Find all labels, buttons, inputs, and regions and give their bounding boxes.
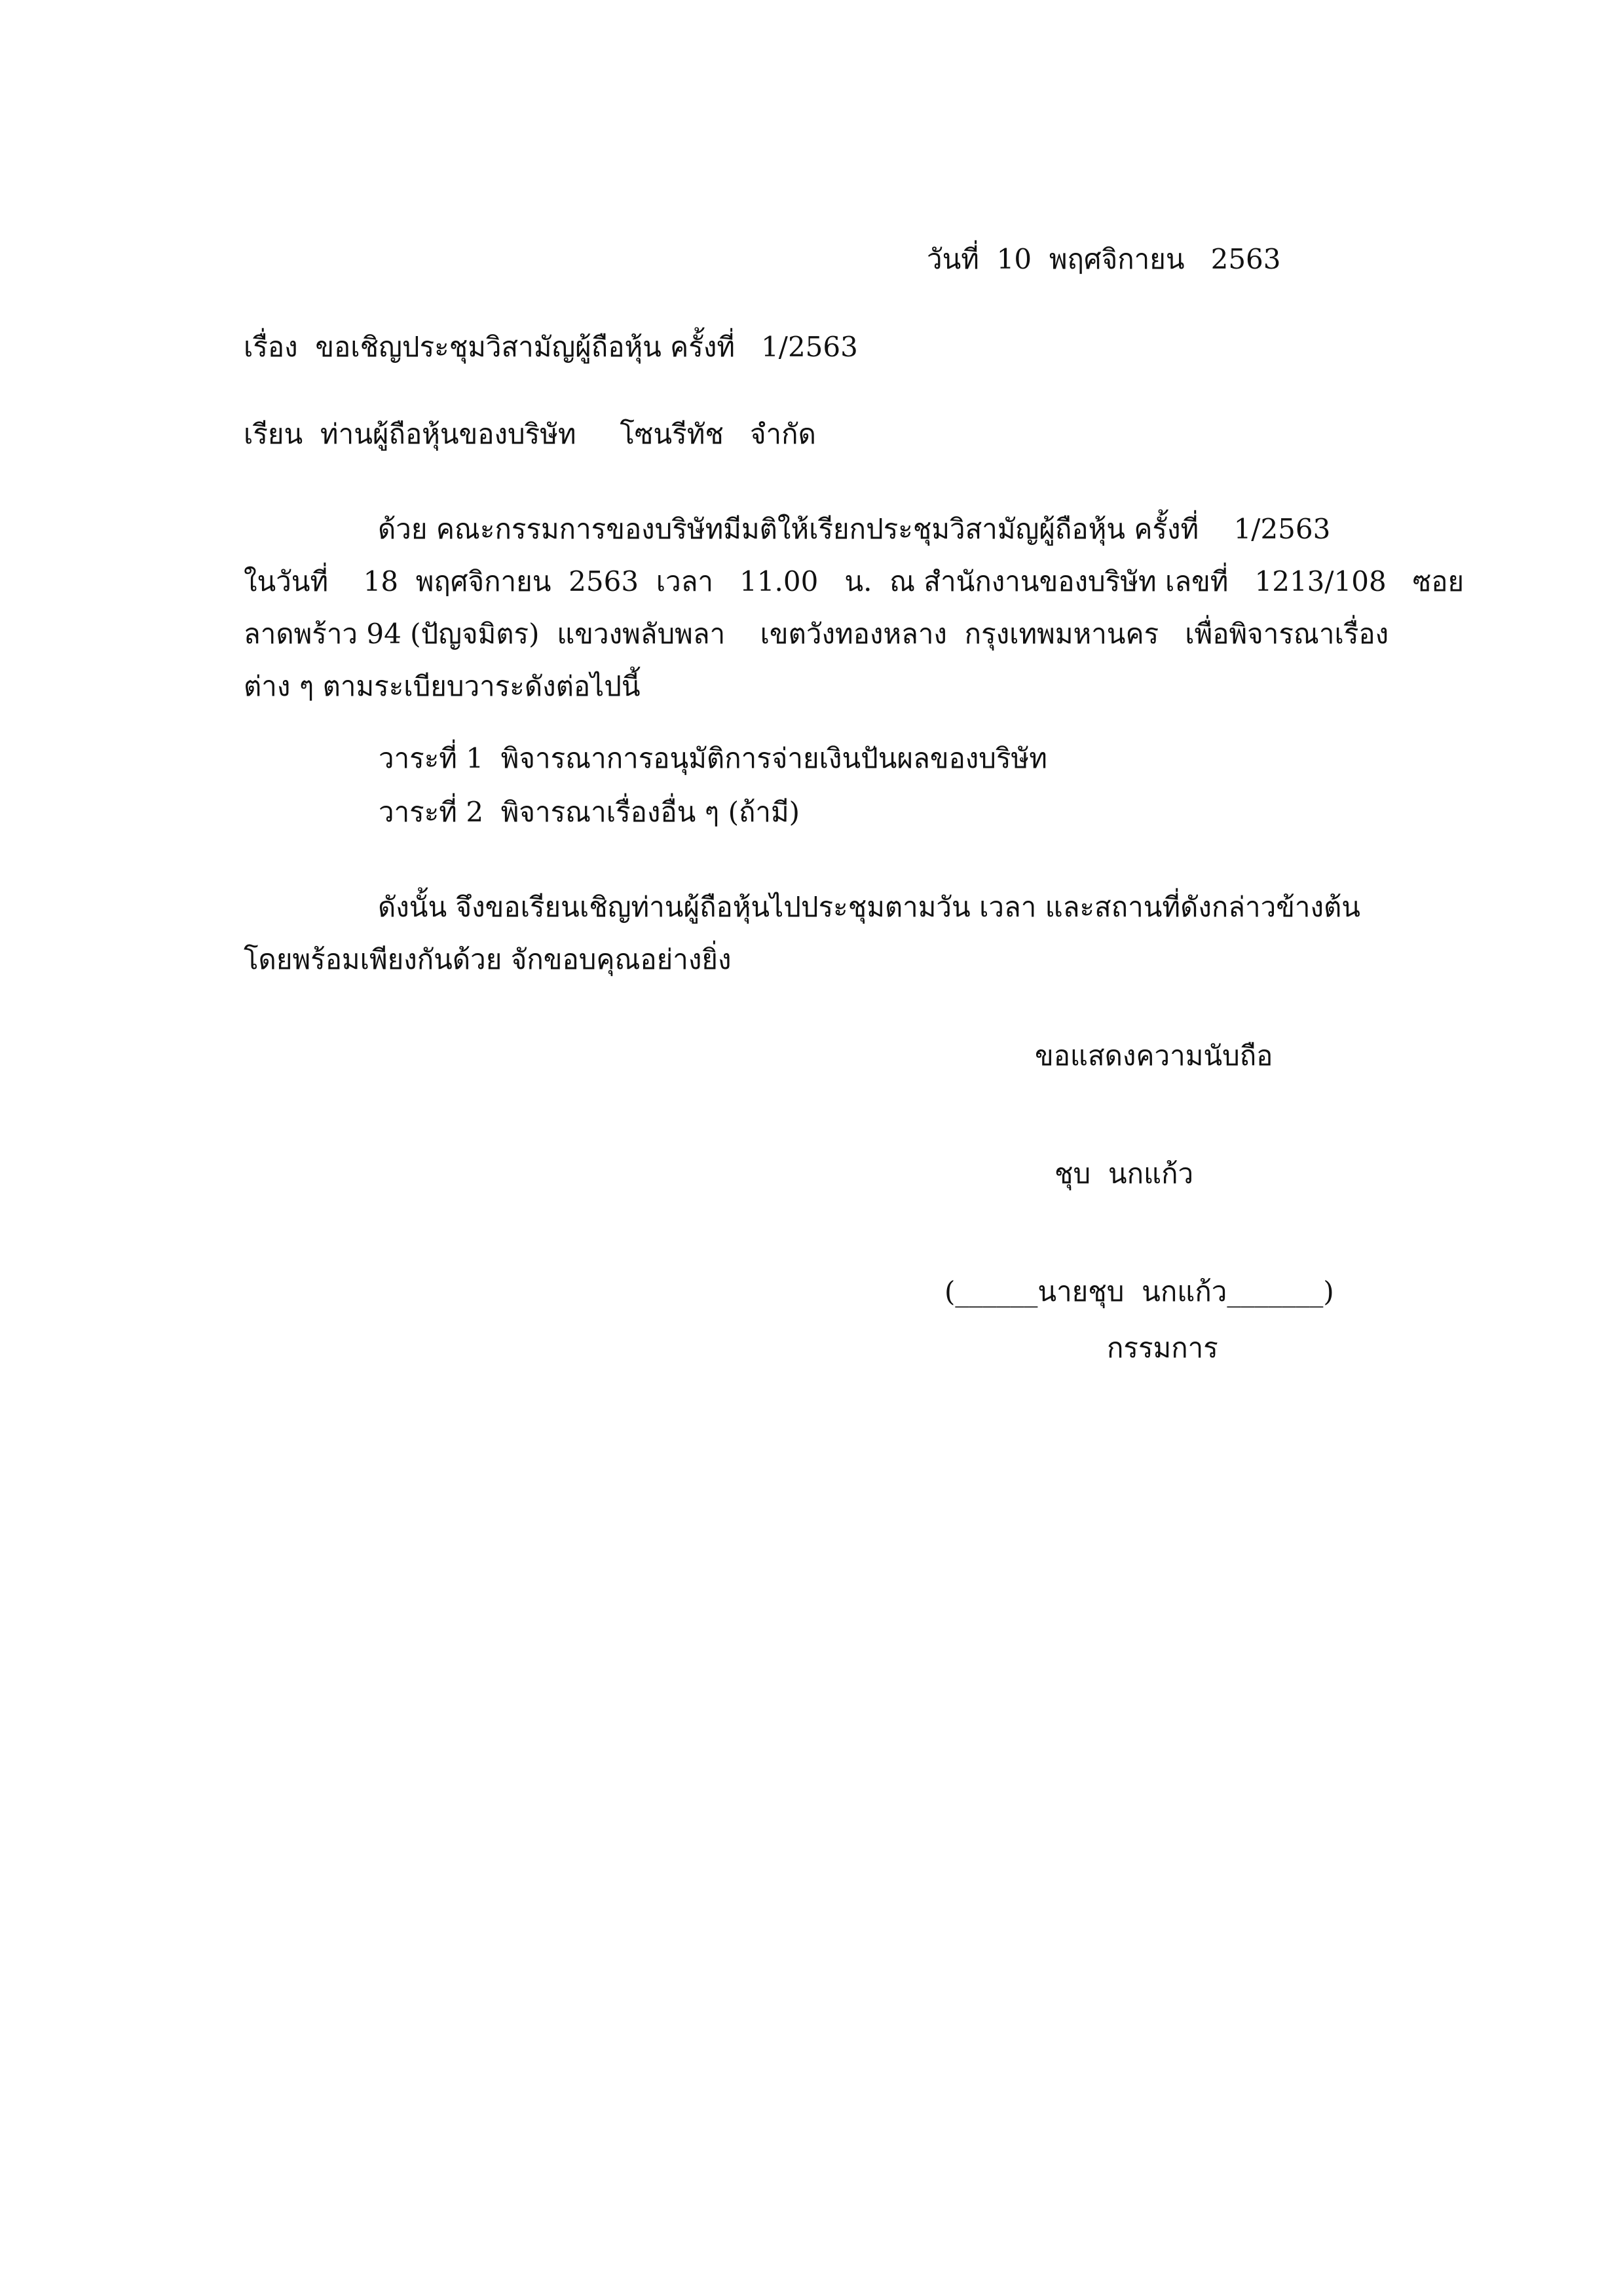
body-paragraph-2-line-2: โดยพร้อมเพียงกันด้วย จักขอบคุณอย่างยิ่ง <box>244 943 732 975</box>
letter-date: วันที่ 10 พฤศจิกายน 2563 <box>927 243 1281 275</box>
agenda-item-2: วาระที่ 2 พิจารณาเรื่องอื่น ๆ (ถ้ามี) <box>379 796 800 828</box>
signature: ชุบ นกแก้ว <box>1054 1157 1194 1190</box>
signatory-title: กรรมการ <box>1107 1332 1218 1364</box>
letter-subject: เรื่อง ขอเชิญประชุมวิสามัญผู้ถือหุ้น ครั้งที่ 1/2563 <box>244 331 858 363</box>
body-paragraph-1-line-1: ด้วย คณะกรรมการของบริษัทมีมติให้เรียกประชุมวิสามัญผู้ถือหุ้น ครั้งที่ 1/2563 <box>378 513 1331 545</box>
body-paragraph-1-line-2: ในวันที่ 18 พฤศจิกายน 2563 เวลา 11.00 น. ณ สำนักงานของบริษัท เลขที่ 1213/108 ซอย <box>244 565 1464 597</box>
printed-name: (______นายชุบ นกแก้ว_______) <box>944 1275 1334 1308</box>
body-paragraph-1-line-3: ลาดพร้าว 94 (ปัญจมิตร) แขวงพลับพลา เขตวังทองหลาง กรุงเทพมหานคร เพื่อพิจารณาเรื่อง <box>244 618 1389 650</box>
letter-recipient: เรียน ท่านผู้ถือหุ้นของบริษัท โซนรีทัช จำกัด <box>244 418 816 450</box>
agenda-item-1: วาระที่ 1 พิจารณาการอนุมัติการจ่ายเงินปันผลของบริษัท <box>379 742 1047 774</box>
body-paragraph-1-line-4: ต่าง ๆ ตามระเบียบวาระดังต่อไปนี้ <box>244 670 641 702</box>
body-paragraph-2 <box>244 881 1383 986</box>
closing-salutation: ขอแสดงความนับถือ <box>1035 1040 1273 1072</box>
body-paragraph-1 <box>244 503 1464 713</box>
body-paragraph-2-line-1: ดังนั้น จึงขอเรียนเชิญท่านผู้ถือหุ้นไปประชุมตามวัน เวลา และสถานที่ดังกล่าวข้างต้น <box>378 891 1361 923</box>
